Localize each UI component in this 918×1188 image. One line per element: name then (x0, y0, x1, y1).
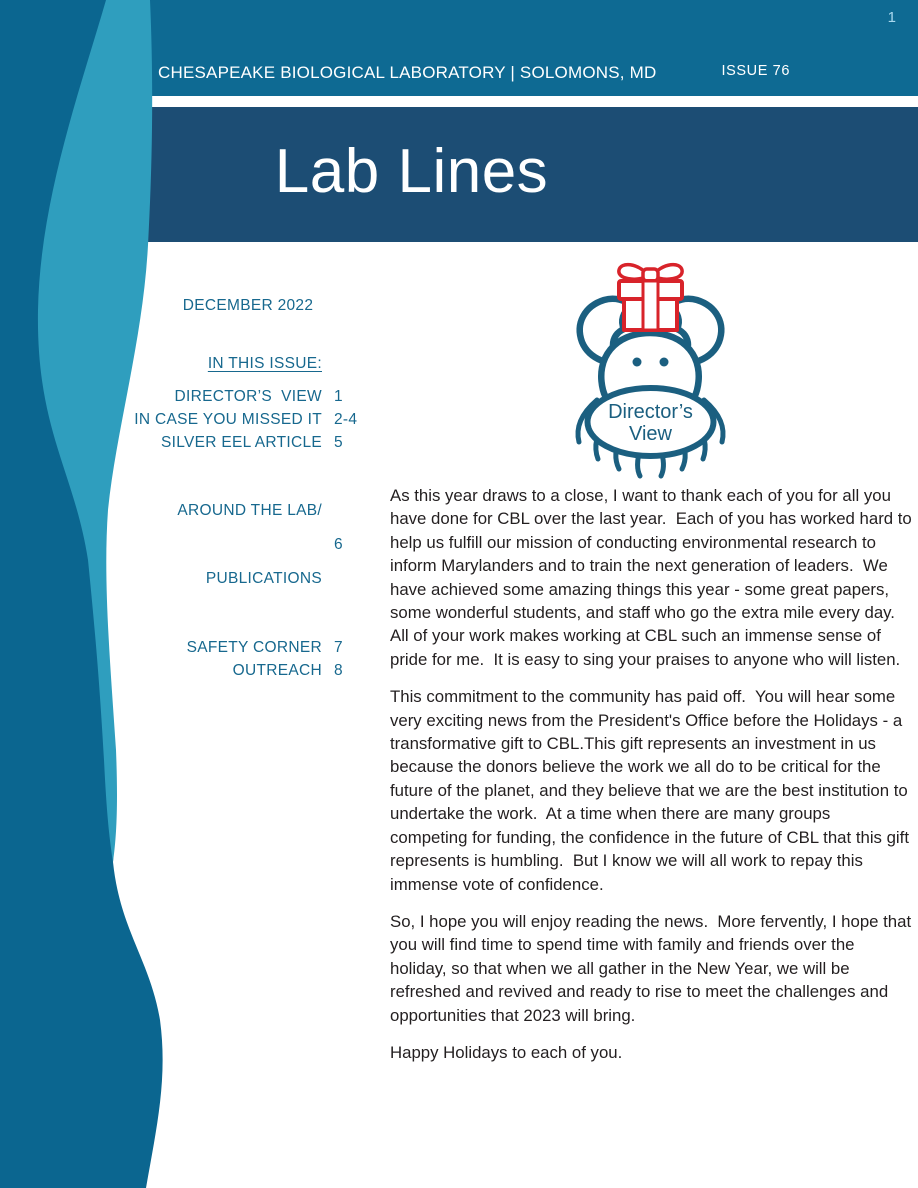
toc-date: DECEMBER 2022 (182, 297, 314, 314)
directors-view-article (390, 484, 917, 1078)
toc-item-label: OUTREACH (232, 661, 322, 679)
issue-label: ISSUE 76 (721, 63, 790, 79)
logo-label-line2: View (629, 423, 672, 445)
toc-item-outreach (108, 660, 362, 683)
article-paragraph-2: This commitment to the community has paid off. You will hear some very exciting news from the President's Office before the Holidays - a transformative gift to CBL.This gift represents an investment in us because the donors believe the work we all do to be critical for the future of the planet, and they believe that we are the best institution to undertake the work. At a time when there are many groups competing for funding, the confidence in the future of CBL that this gift represents is humbling. But I know we will all work to repay this immense vote of confidence. (390, 687, 914, 894)
logo-label-line1: Director’s (608, 401, 693, 423)
toc-item-page: 1 (334, 388, 343, 405)
crab-gift-logo (553, 252, 748, 480)
crab-eye-right (660, 358, 669, 367)
toc-item-label: AROUND THE LAB/ (177, 501, 322, 519)
article-paragraph-1: As this year draws to a close, I want to thank each of you for all you have done for CBL over the last year. Each of you has worked hard to help us fulfill our mission of conducting environmental research to inform Marylanders and to train the next generation of leaders. We have achieved some amazing things this year - some great papers, some wonderful students, and staff who go the extra mile every day. All of your work makes working at CBL such an immense sense of pride for me. It is easy to sing your praises to anyone who will listen. (390, 486, 917, 669)
toc-item-page: 8 (334, 661, 343, 679)
toc-item-silver-eel-article (108, 432, 362, 455)
toc-item-page: 2-4 (334, 410, 358, 428)
crab-eye-left (633, 358, 642, 367)
organization-line: CHESAPEAKE BIOLOGICAL LABORATORY | SOLOMONS, MD (158, 63, 657, 82)
article-paragraph-4: Happy Holidays to each of you. (390, 1042, 623, 1062)
toc-item-page: 7 (334, 638, 343, 656)
table-of-contents (108, 296, 362, 682)
toc-item-page: 5 (334, 433, 343, 451)
toc-item-label: SAFETY CORNER (186, 638, 322, 656)
toc-item-in-case-you-missed-it (108, 409, 362, 432)
article-paragraph-3: So, I hope you will enjoy reading the news. More fervently, I hope that you will find time to spend time with family and friends over the holiday, so that when we all gather in the New Year, we will be refreshed and revived and ready to rise to meet the challenges and opportunities that 2023 will bring. (390, 911, 916, 1025)
toc-item-label: IN CASE YOU MISSED IT (134, 410, 322, 428)
toc-heading: IN THIS ISSUE: (207, 355, 322, 372)
toc-item-label: DIRECTOR’S VIEW (174, 388, 322, 405)
toc-item-directors-view (108, 386, 362, 409)
toc-item-label-line2: PUBLICATIONS (205, 570, 322, 588)
toc-item-page: 6 (334, 536, 343, 554)
toc-item-around-the-lab-publications (108, 454, 362, 636)
newsletter-title: Lab Lines (274, 137, 549, 206)
toc-item-label: SILVER EEL ARTICLE (160, 433, 322, 451)
gift-icon (619, 265, 682, 330)
toc-item-safety-corner (108, 637, 362, 660)
page-number: 1 (887, 9, 896, 26)
